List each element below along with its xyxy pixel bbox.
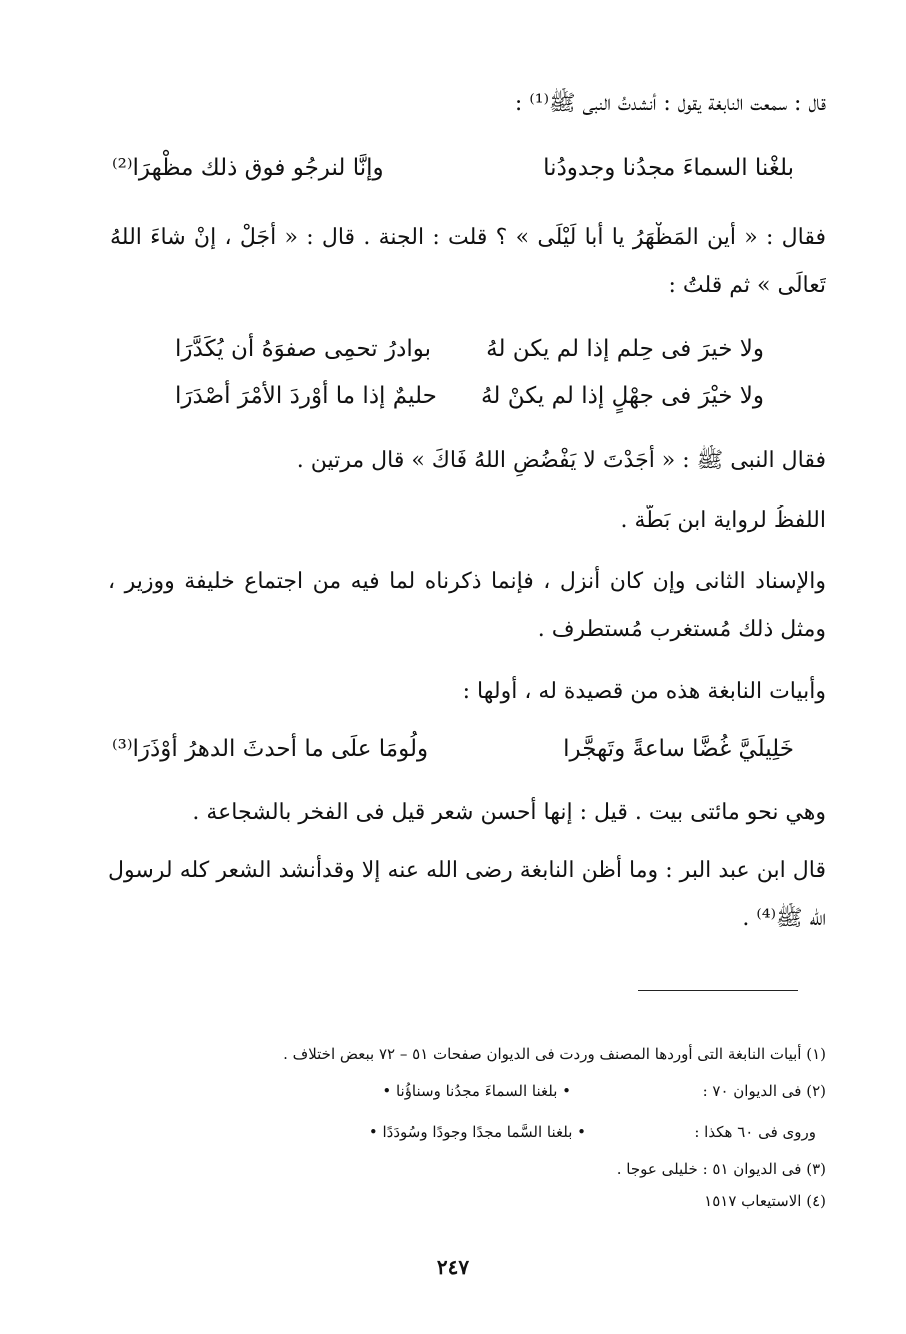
paragraph-poem-length: وهي نحو مائتى بيت . قيل : إنها أحسن شعر قيل فى الفخر بالشجاعة . [192,800,826,825]
footnote-1: (١) أبيات النابغة التى أوردها المصنف وردت فى الديوان صفحات ٥١ – ٧٢ ببعض اختلاف . [283,1045,826,1063]
footnote-2b-label: وروى فى ٦٠ هكذا : [694,1123,816,1141]
page-number: ٢٤٧ [436,1255,470,1279]
verse-2-first-hemistich: ولا خيرَ فى حِلم إذا لم يكن لهُ [486,336,764,362]
footnote-2-text: • بلغنا السماءَ مجدُنا وسناؤُنا • [382,1082,571,1100]
paragraph-ibn-abd-al-barr-line-2: الله ﷺ⁽⁴⁾ . [742,906,826,931]
paragraph-prophet-reply: فقال النبى ﷺ : « أجَدْتَ لا يَفْضُضِ اللهُ فَاكَ » قال مرتين . [296,448,826,473]
verse-3-first-hemistich: ولا خيْرَ فى جهْلٍ إذا لم يكنْ لهُ [481,383,764,409]
footnote-4: (٤) الاستيعاب ١٥١٧ [704,1192,826,1210]
paragraph-ibn-abd-al-barr-line-1: قال ابن عبد البر : وما أظن النابغة رضى الله عنه إلا وقدأنشد الشعر كله لرسول [108,858,826,883]
footnote-3: (٣) فى الديوان ٥١ : خليلى عوجا . [616,1160,826,1178]
verse-1-first-hemistich: بلغْنا السماءَ مجدُنا وجدودُنا [543,155,794,181]
paragraph-dialogue-line-2: تَعالَى » ثم قلتُ : [668,273,826,298]
verse-3-second-hemistich: حليمٌ إذا ما أوْردَ الأمْرَ أصْدَرَا [175,383,437,409]
verse-4-second-hemistich: ولُومَا علَى ما أحدثَ الدهرُ أوْذَرَا⁽³⁾ [112,736,429,762]
footnote-2-label: (٢) فى الديوان ٧٠ : [702,1082,826,1100]
paragraph-qasida-intro: وأبيات النابغة هذه من قصيدة له ، أولها : [462,679,826,704]
paragraph-intro: قال : سمعت النابغة يقول : أنشدتُ النبى ﷺ⁽¹⁾ : [514,91,826,116]
verse-1-second-hemistich: وإنَّا لنرجُو فوق ذلك مظْهرَا⁽²⁾ [112,155,384,181]
verse-2-second-hemistich: بوادرُ تحمِى صفوَهُ أن يُكَدَّرَا [175,336,432,362]
paragraph-ibn-batta: اللفظُ لرواية ابن بَطَّة . [620,508,826,533]
footnote-separator [638,990,798,991]
paragraph-dialogue-line-1: فقال : « أين المَظْهَرُ يا أبا لَيْلَى » ؟ قلت : الجنة . قال : « أجَلْ ، إنْ شاءَ اللهُ [110,225,826,250]
paragraph-isnad-line-1: والإسناد الثانى وإن كان أنزل ، فإنما ذكرناه لما فيه من اجتماع خليفة ووزير ، [108,569,826,594]
footnote-2b-text: • بلغنا السَّما مجدًا وجودًا وسُودَدًا • [368,1123,586,1141]
verse-4-first-hemistich: خَلِيلَيَّ غُضَّا ساعةً وتَهجَّرا [563,736,794,762]
paragraph-isnad-line-2: ومثل ذلك مُستغرب مُستطرف . [537,617,826,642]
